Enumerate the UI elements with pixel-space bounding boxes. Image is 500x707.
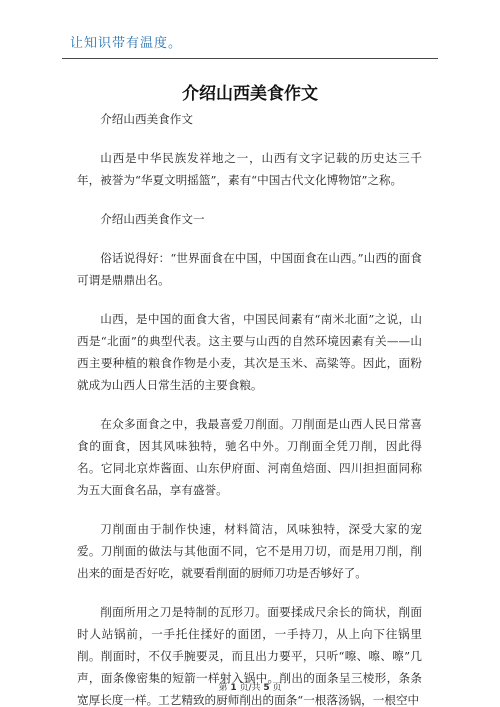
document-title: 介绍山西美食作文 xyxy=(182,84,318,104)
paragraph-section-heading: 介绍山西美食作文一 xyxy=(100,212,205,226)
header-slogan: 让知识带有温度。 xyxy=(70,36,183,51)
footer-middle: 页/共 xyxy=(239,683,261,693)
paragraph: 山西，是中国的面食大省，中国民间素有“南米北面”之说，山西是“北面”的典型代表。这主要与山西的自然环境因素有关——山西主要种植的粮食作物是小麦，其次是玉米、高粱等。因此，面粉就成为山西人日常生活的主要食粮。 xyxy=(77,312,422,392)
paragraph: 削面所用之刀是特制的瓦形刀。面要揉成尺余长的筒状，削面时人站锅前，一手托住揉好的面团，一手持刀，从上向下往锅里削。削面时，不仅手腕要灵，而且出力要平，只听“嚓、嚓、嚓”几声，面条像密集的短箭一样射入锅中。削出的面条呈三棱形，条条宽厚长度一样。工艺精致的厨师削出的面条“一根落汤锅，一根空中 xyxy=(77,605,422,707)
header-divider xyxy=(62,58,438,59)
footer-suffix: 页 xyxy=(272,683,282,693)
document-body xyxy=(77,108,422,707)
paragraph: 在众多面食之中，我最喜爱刀削面。刀削面是山西人民日常喜食的面食，因其风味独特，驰名中外。刀削面全凭刀削，因此得名。它同北京炸酱面、山东伊府面、河南鱼焙面、四川担担面同称为五大面食名品，享有盛誉。 xyxy=(77,417,422,497)
paragraph-subtitle: 介绍山西美食作文 xyxy=(100,112,193,126)
paragraph: 刀削面由于制作快速，材料简洁，风味独特，深受大家的宠爱。刀削面的做法与其他面不同，它不是用刀切，而是用刀削，削出来的面是否好吃，就要看削面的厨师刀功是否够好了。 xyxy=(77,522,422,580)
page-footer xyxy=(0,680,500,693)
total-page-number: 5 xyxy=(263,683,270,693)
current-page-number: 1 xyxy=(230,683,237,693)
paragraph: 山西是中华民族发祥地之一，山西有文字记载的历史达三千年，被誉为“华夏文明摇篮”，素有“中国古代文化博物馆”之称。 xyxy=(77,151,422,187)
footer-prefix: 第 xyxy=(218,683,228,693)
paragraph: 俗话说得好：“世界面食在中国，中国面食在山西。”山西的面食可谓是鼎鼎出名。 xyxy=(77,251,422,287)
